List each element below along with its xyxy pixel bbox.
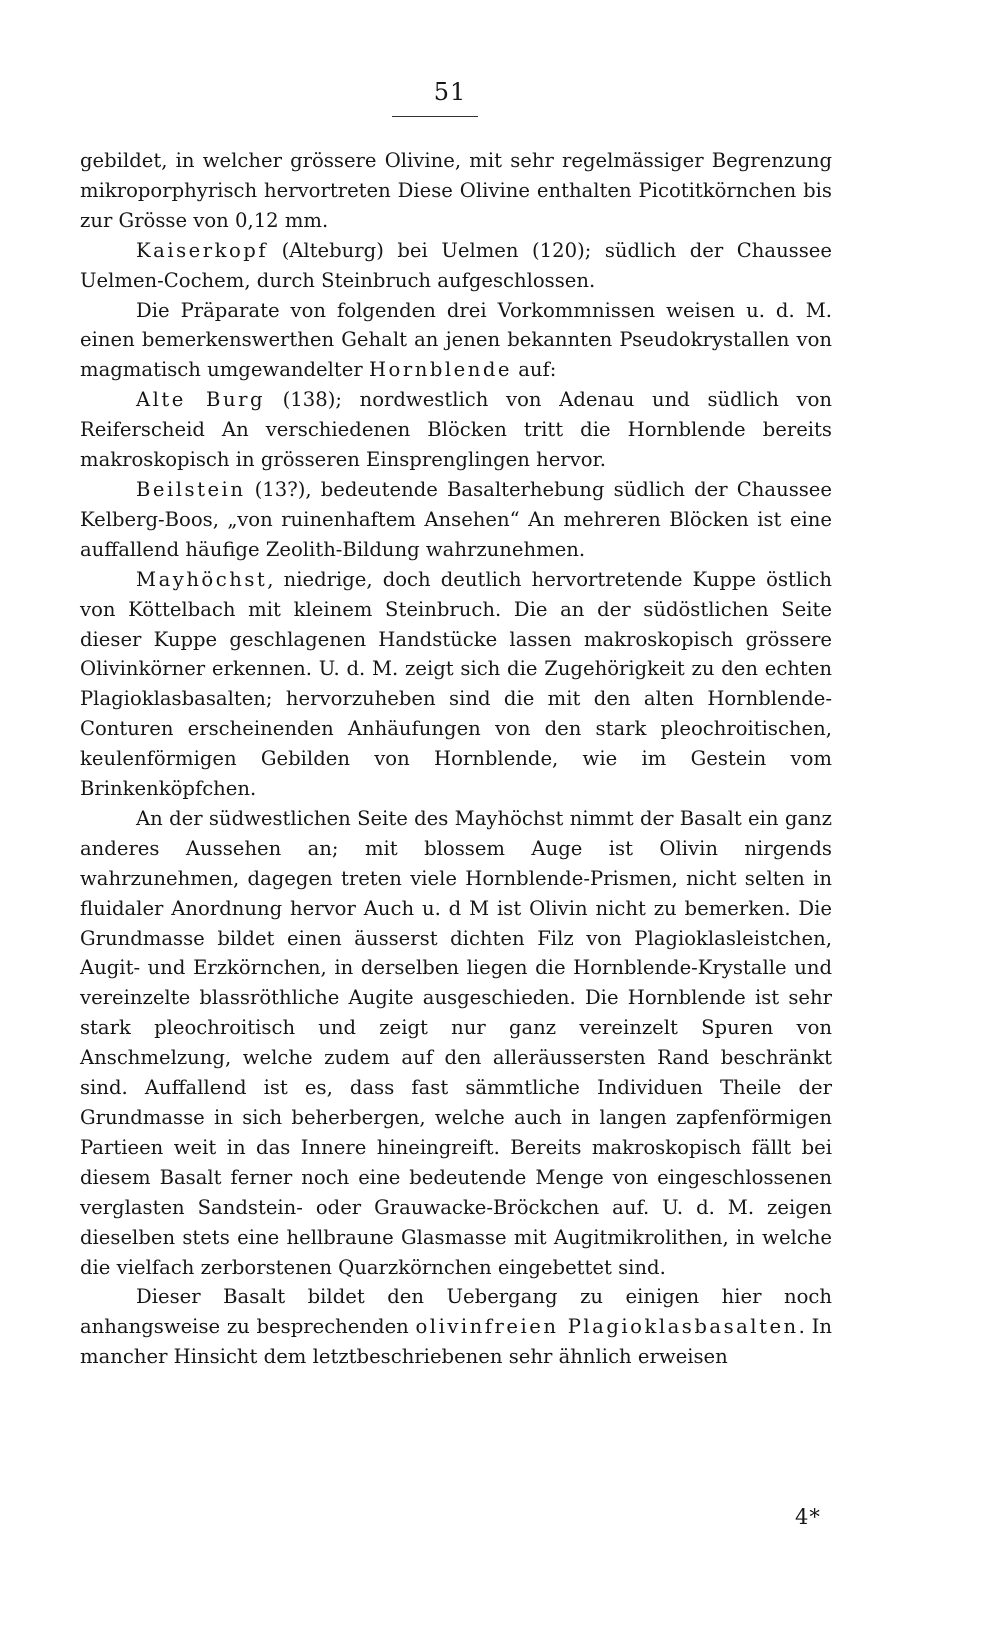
paragraph: gebildet, in welcher grössere Olivine, mit sehr regelmässiger Begrenzung mikroporphyrisch hervortreten Diese Olivine enthalten Picotitkörnchen bis zur Grösse von 0,12 mm. (80, 149, 832, 232)
paragraph-uebergang: Dieser Basalt bildet den Uebergang zu einigen hier noch anhangsweise zu besprechenden olivinfreien Plagioklasbasalten. In mancher Hinsicht dem letztbeschriebenen sehr ähnlich erweisen (80, 1285, 832, 1369)
signature-mark: 4* (795, 1505, 821, 1529)
body-text (80, 146, 832, 1372)
locality-name: Mayhöchst (136, 567, 268, 591)
paragraph-mayhoechst: Mayhöchst, niedrige, doch deutlich hervortretende Kuppe östlich von Köttelbach mit kleinem Steinbruch. Die an der südöstlichen Seite dieser Kuppe geschlagenen Handstücke lassen makroskopisch grössere Olivinkörner erkennen. U. d. M. zeigt sich die Zugehörigkeit zu den echten Plagioklasbasalten; hervorzuheben sind die mit den alten Hornblende-Conturen erscheinenden Anhäufungen von den stark pleochroitischen, keulenförmigen Gebilden von Hornblende, wie im Gestein vom Brinkenköpfchen. (80, 567, 832, 801)
locality-name: Beilstein (136, 477, 246, 501)
locality-name: Kaiserkopf (136, 238, 269, 262)
header-rule (392, 116, 478, 117)
paragraph-suedwestliche-seite: An der südwestlichen Seite des Mayhöchst nimmt der Basalt ein ganz anderes Aussehen an; mit blossem Auge ist Olivin nirgends wahrzunehmen, dagegen treten viele Hornblende-Prismen, nicht selten in fluidaler Anordnung hervor Auch u. d M ist Olivin nicht zu bemerken. Die Grundmasse bildet einen äusserst dichten Filz von Plagioklasleistchen, Augit- und Erzkörnchen, in derselben liegen die Hornblende-Krystalle und vereinzelte blassröthliche Augite ausgeschieden. Die Hornblende ist sehr stark pleochroitisch und zeigt nur ganz vereinzelt Spuren von Anschmelzung, welche zudem auf den alleräussersten Rand beschränkt sind. Auffallend ist es, dass fast sämmtliche Individuen Theile der Grundmasse in sich beherbergen, welche auch in langen zapfenförmigen Partieen weit in das Innere hineingreift. Bereits makroskopisch fällt bei diesem Basalt ferner noch eine bedeutende Menge von eingeschlossenen verglasten Sandstein- oder Grauwacke-Bröckchen auf. U. d. M. zeigen dieselben stets eine hellbraune Glasmasse mit Augitmikrolithen, in welche die vielfach zerborstenen Quarzkörnchen eingebettet sind. (80, 806, 832, 1279)
emphasis: Hornblende (368, 358, 513, 382)
emphasis: olivinfreien Plagioklasbasalten (415, 1315, 799, 1339)
paragraph-alte-burg: Alte Burg (138); nordwestlich von Adenau und südlich von Reiferscheid An verschiedenen Blöcken tritt die Hornblende bereits makroskopisch in grösseren Einsprenglingen hervor. (80, 388, 832, 472)
locality-name: Alte Burg (136, 388, 265, 412)
page-number: 51 (433, 78, 467, 106)
paragraph-beilstein: Beilstein (13?), bedeutende Basalterhebung südlich der Chaussee Kelberg-Boos, „von ruinenhaftem Ansehen“ An mehreren Blöcken ist eine auffallend häufige Zeolith-Bildung wahrzunehmen. (80, 477, 832, 561)
paragraph-praeparate: Die Präparate von folgenden drei Vorkommnissen weisen u. d. M. einen bemerkenswerthen Gehalt an jenen bekannten Pseudokrystallen von magmatisch umgewandelter Hornblende auf: (80, 298, 832, 382)
paragraph-kaiserkopf: Kaiserkopf (Alteburg) bei Uelmen (120); südlich der Chaussee Uelmen-Cochem, durch Steinbruch aufgeschlossen. (80, 238, 832, 292)
